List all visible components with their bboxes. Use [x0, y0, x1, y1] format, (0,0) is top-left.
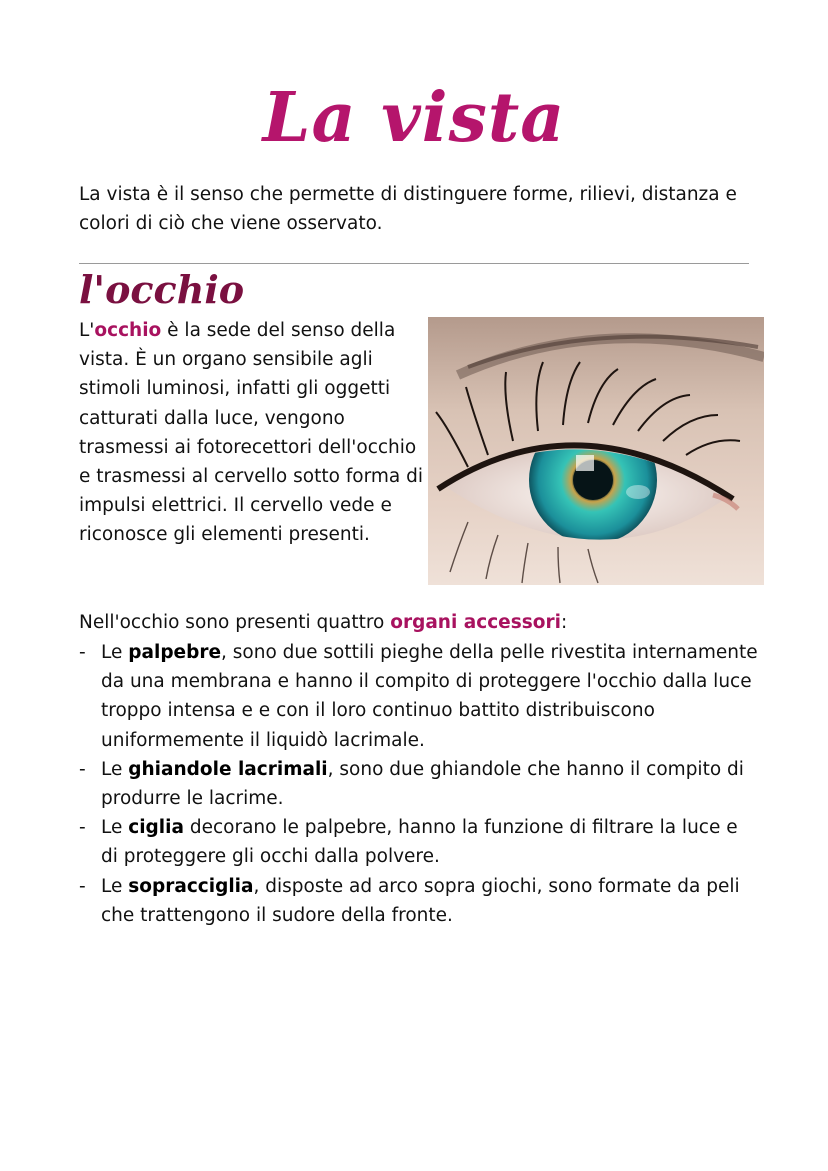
- eye-text-prefix: L': [79, 320, 95, 341]
- item-text: decorano le palpebre, hanno la funzione di filtrare la luce e di proteggere gli occhi dalla polvere.: [101, 817, 738, 868]
- page-title: La vista: [262, 78, 566, 158]
- item-text: , sono due ghiandole che hanno il compito di produrre le lacrime.: [101, 758, 744, 810]
- item-prefix: Le: [101, 875, 129, 897]
- section-divider: [79, 263, 749, 264]
- item-term: palpebre: [128, 642, 222, 663]
- eye-text-rest: è la sede del senso della vista. È un organo sensibile agli stimoli luminosi, infatti gli oggetti catturati dalla luce, vengono trasmessi ai fotorecettori dell'occhio e trasmessi al cervello sotto forma di impulsi elettrici. Il cervello vede e riconosce gli elementi presenti.: [79, 320, 424, 546]
- accessories-intro-prefix: Nell'occhio sono presenti quattro: [79, 612, 391, 633]
- accessories-intro: [79, 608, 769, 637]
- eye-photo: [428, 317, 764, 585]
- dash-marker: -: [79, 642, 86, 663]
- eye-description: [79, 316, 424, 550]
- accessories-highlight: organi accessori: [390, 612, 561, 633]
- eye-term-highlight: occhio: [94, 320, 162, 341]
- dash-marker: -: [79, 758, 86, 780]
- item-text: , sono due sottili pieghe della pelle rivestita internamente da una membrana e hanno il compito di proteggere l'occhio dalla luce troppo intensa e e con il loro continuo battito distribuiscono uniformemente il liquidò lacrimale.: [101, 642, 758, 751]
- list-item: [79, 872, 759, 930]
- item-prefix: Le: [101, 642, 129, 663]
- list-item: [79, 755, 759, 813]
- item-text: , disposte ad arco sopra giochi, sono formate da peli che trattengono il sudore della fronte.: [101, 875, 740, 926]
- item-prefix: Le: [101, 758, 129, 780]
- intro-paragraph: La vista è il senso che permette di distinguere forme, rilievi, distanza e colori di ciò che viene osservato.: [79, 184, 737, 234]
- item-term: ghiandole lacrimali: [128, 758, 328, 780]
- dash-marker: -: [79, 875, 86, 897]
- dash-marker: -: [79, 817, 86, 839]
- list-item: [79, 638, 759, 755]
- accessories-list: [79, 638, 759, 930]
- item-term: sopracciglia: [128, 875, 254, 897]
- list-item: [79, 813, 759, 871]
- item-term: ciglia: [128, 817, 184, 839]
- item-prefix: Le: [101, 817, 129, 839]
- section-title: l'occhio: [79, 267, 245, 312]
- accessories-intro-suffix: :: [560, 612, 568, 633]
